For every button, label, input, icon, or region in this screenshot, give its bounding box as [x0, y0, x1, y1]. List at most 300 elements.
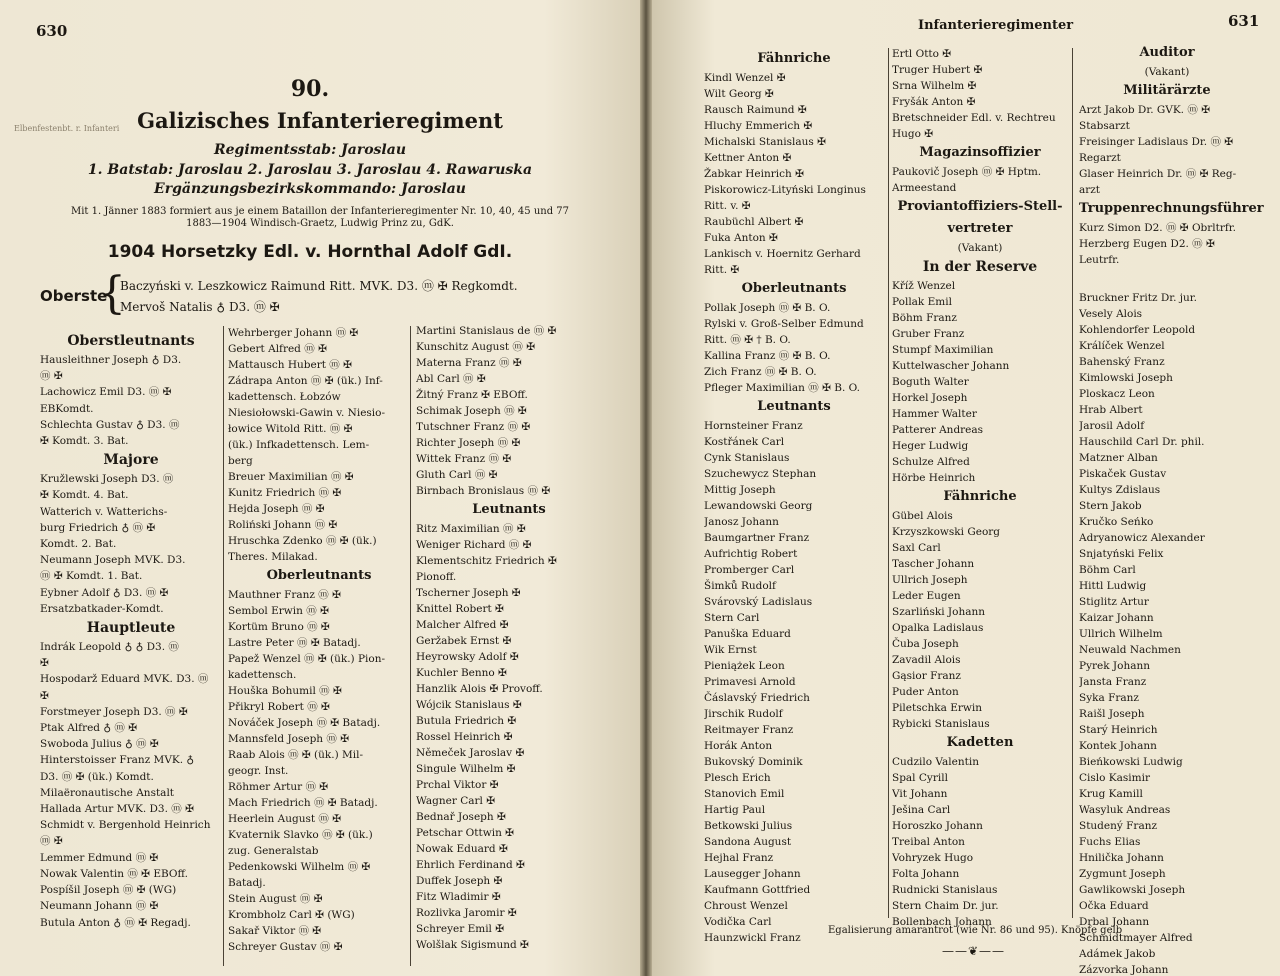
roster-entry: Cynk Stanislaus — [704, 452, 790, 464]
roster-entry: Ploskacz Leon — [1079, 388, 1155, 400]
roster-entry: Malcher Alfred ✠ — [416, 619, 509, 631]
roster-entry: ⓜ ✠ — [40, 370, 63, 383]
roster-entry: Rozlivka Jaromir ✠ — [416, 907, 517, 919]
roster-entry: Mauthner Franz ⓜ ✠ — [228, 589, 341, 601]
roster-entry: Králíček Wenzel — [1079, 340, 1165, 352]
rank-heading: Magazinsoffizier — [919, 145, 1041, 160]
roster-entry: Tutschner Franz ⓜ ✠ — [416, 421, 531, 433]
roster-entry: Kružlewski Joseph D3. ⓜ — [40, 473, 174, 486]
history-line: Mit 1. Jänner 1883 formiert aus je einem Bataillon der Infanterieregimenter Nr. 10, 40, 45 und 77 — [70, 206, 570, 217]
roster-entry: Glaser Heinrich Dr. ⓜ ✠ Reg- — [1079, 168, 1237, 180]
roster-entry: Mannsfeld Joseph ⓜ ✠ — [228, 733, 350, 745]
page-number-left: 630 — [36, 22, 68, 40]
roster-entry: Hartig Paul — [704, 804, 766, 816]
roster-entry: Piletschka Erwin — [892, 702, 982, 714]
roster-entry: Singule Wilhelm ✠ — [416, 763, 516, 775]
roster-entry: ⓜ ✠ — [40, 835, 63, 848]
column-divider — [1072, 48, 1073, 918]
roster-entry: Hittl Ludwig — [1079, 580, 1147, 592]
roster-entry: Ullrich Wilhelm — [1079, 628, 1163, 640]
roster-entry: kadettensch. Łobzów — [228, 391, 341, 403]
roster-entry: Kunitz Friedrich ⓜ ✠ — [228, 487, 342, 499]
roster-entry: Hammer Walter — [892, 408, 977, 420]
roster-entry: Butula Anton ♁ ⓜ ✠ Regadj. — [40, 916, 191, 929]
roster-entry: Ertl Otto ✠ — [892, 48, 952, 60]
rank-heading: In der Reserve — [922, 259, 1038, 275]
roster-entry: Gebert Alfred ⓜ ✠ — [228, 343, 327, 355]
roster-entry: Szuchewycz Stephan — [704, 468, 817, 480]
roster-entry: Hrab Albert — [1079, 404, 1143, 416]
vacancy-note: (Vakant) — [1144, 66, 1190, 78]
roster-entry: Vit Johann — [892, 788, 948, 800]
roster-entry: łowice Witold Ritt. ⓜ ✠ — [228, 423, 353, 435]
roster-entry: Wilt Georg ✠ — [704, 88, 774, 100]
roster-entry: Forstmeyer Joseph D3. ⓜ ✠ — [40, 705, 188, 718]
right-column-2 — [892, 46, 1068, 930]
roster-entry: Reitmayer Franz — [704, 724, 794, 736]
roster-entry: Jirschik Rudolf — [704, 708, 783, 720]
roster-entry: Pyrek Johann — [1079, 660, 1151, 672]
roster-entry: Stern Jakob — [1079, 500, 1142, 512]
roster-entry: Kříž Wenzel — [892, 280, 956, 292]
roster-entry: Böhm Franz — [892, 312, 957, 324]
roster-entry: EBKomdt. — [40, 402, 94, 415]
roster-entry: Kaizar Johann — [1079, 612, 1154, 624]
inhaber-line: 1904 Horsetzky Edl. v. Hornthal Adolf GdI. — [107, 242, 513, 262]
roster-entry: Cislo Kasimir — [1079, 772, 1150, 784]
roster-entry: Petschar Ottwin ✠ — [416, 827, 514, 839]
oberst-entry: Mervoš Natalis ♁ D3. ⓜ ✠ — [120, 300, 280, 314]
roster-entry: Schreyer Emil ✠ — [416, 923, 505, 935]
roster-entry: Herzberg Eugen D2. ⓜ ✠ — [1079, 238, 1215, 250]
roster-entry: Hinterstoisser Franz MVK. ♁ — [40, 754, 195, 767]
roster-entry: Nováček Joseph ⓜ ✠ Batadj. — [228, 717, 381, 729]
rank-heading: Proviantoffiziers-Stell- — [897, 199, 1063, 214]
roster-entry: Gluth Carl ⓜ ✠ — [416, 469, 498, 481]
roster-entry: Žabkar Heinrich ✠ — [704, 168, 804, 180]
roster-entry: Kuttelwascher Johann — [892, 360, 1010, 372]
roster-entry: Chroust Wenzel — [704, 900, 788, 912]
roster-entry: Stiglitz Artur — [1079, 596, 1149, 608]
roster-entry: Klementschitz Friedrich ✠ — [416, 555, 557, 567]
roster-entry: Vesely Alois — [1079, 308, 1143, 320]
roster-entry: Pospíšil Joseph ⓜ ✠ (WG) — [40, 884, 177, 897]
roster-entry: Mittig Joseph — [704, 484, 776, 496]
roster-entry: Nowak Valentin ⓜ ✠ EBOff. — [40, 867, 188, 880]
roster-entry: Wehrberger Johann ⓜ ✠ — [228, 327, 359, 339]
roster-entry: Wójcik Stanislaus ✠ — [416, 699, 522, 711]
roster-entry: Zygmunt Joseph — [1079, 868, 1166, 880]
roster-entry: Raubüchl Albert ✠ — [704, 216, 804, 228]
roster-entry: Pollak Emil — [892, 296, 952, 308]
roster-entry: Duffek Joseph ✠ — [416, 875, 503, 887]
roster-entry: Lewandowski Georg — [704, 500, 813, 512]
roster-entry: Lankisch v. Hoernitz Gerhard — [704, 248, 861, 260]
roster-entry: Gąsior Franz — [892, 670, 961, 682]
roster-entry: Regarzt — [1079, 152, 1121, 164]
roster-entry: Batadj. — [228, 877, 266, 889]
roster-entry: Hluchy Emmerich ✠ — [704, 120, 813, 132]
roster-entry: Paukovič Joseph ⓜ ✠ Hptm. — [892, 166, 1042, 178]
regiment-title: Galizisches Infanterieregiment — [137, 108, 503, 133]
roster-entry: Armeestand — [892, 182, 957, 194]
roster-entry: Freisinger Ladislaus Dr. ⓜ ✠ — [1079, 136, 1234, 148]
rank-heading: vertreter — [947, 221, 1013, 236]
roster-entry: Hejhal Franz — [704, 852, 774, 864]
roster-entry: Röhmer Artur ⓜ ✠ — [228, 781, 329, 793]
roster-entry: Betkowski Julius — [704, 820, 793, 832]
oberste-label: Oberste — [40, 287, 108, 305]
roster-entry: Matzner Alban — [1079, 452, 1158, 464]
roster-entry: Pfleger Maximilian ⓜ ✠ B. O. — [704, 382, 860, 394]
roster-entry: Bretschneider Edl. v. Rechtreu — [892, 112, 1056, 124]
roster-entry: Ritt. ⓜ ✠ † B. O. — [704, 334, 791, 346]
roster-entry: Lemmer Edmund ⓜ ✠ — [40, 851, 159, 864]
roster-entry: Horoszko Johann — [892, 820, 983, 832]
roster-entry: Materna Franz ⓜ ✠ — [416, 357, 522, 369]
roster-entry: Kimlowski Joseph — [1079, 372, 1173, 384]
rank-heading: Fähnriche — [943, 489, 1017, 504]
roster-entry: geogr. Inst. — [228, 765, 289, 777]
roster-entry: Heerlein August ⓜ ✠ — [228, 813, 342, 825]
rank-heading: Kadetten — [946, 735, 1014, 750]
roster-entry: Syka Franz — [1079, 692, 1139, 704]
roster-entry: Birnbach Bronislaus ⓜ ✠ — [416, 485, 551, 497]
roster-entry: Martini Stanislaus de ⓜ ✠ — [416, 325, 557, 337]
roster-entry: Nowak Eduard ✠ — [416, 843, 508, 855]
roster-entry: Hejda Joseph ⓜ ✠ — [228, 503, 325, 515]
roster-entry: Richter Joseph ⓜ ✠ — [416, 437, 521, 449]
right-column-1 — [704, 48, 884, 946]
roster-entry: Swoboda Julius ♁ ⓜ ✠ — [40, 738, 159, 751]
ornament: ——❦—— — [942, 944, 1006, 958]
roster-entry: Komdt. 2. Bat. — [40, 538, 117, 551]
roster-entry: Treibal Anton — [892, 836, 965, 848]
roster-entry: Piskorowicz-Lityński Longinus — [704, 184, 866, 196]
rank-heading: Oberleutnants — [266, 568, 372, 583]
roster-entry: Puder Anton — [892, 686, 959, 698]
roster-entry: Hallada Artur MVK. D3. ⓜ ✠ — [40, 803, 194, 816]
roster-entry: burg Friedrich ♁ ⓜ ✠ — [40, 521, 156, 534]
roster-entry: Indrák Leopold ♁ ♁ D3. ⓜ — [40, 641, 179, 654]
roster-entry: Sakař Viktor ⓜ ✠ — [228, 925, 322, 937]
roster-entry: Mach Friedrich ⓜ ✠ Batadj. — [228, 797, 378, 809]
roster-entry: Heger Ludwig — [892, 440, 969, 452]
roster-entry: Adámek Jakob — [1079, 948, 1156, 960]
roster-entry: Leutrfr. — [1079, 254, 1120, 266]
roster-entry: Breuer Maximilian ⓜ ✠ — [228, 471, 354, 483]
roster-entry: Spal Cyrill — [892, 772, 948, 784]
roster-entry: Rudnicki Stanislaus — [892, 884, 998, 896]
roster-entry: Raišl Joseph — [1079, 708, 1145, 720]
roster-entry: Zich Franz ⓜ ✠ B. O. — [704, 366, 817, 378]
roster-entry: Wittek Franz ⓜ ✠ — [416, 453, 512, 465]
roster-entry: Saxl Carl — [892, 542, 941, 554]
right-column-3 — [1079, 42, 1264, 976]
roster-entry: Gawlikowski Joseph — [1079, 884, 1186, 896]
roster-entry: Eybner Adolf ♁ D3. ⓜ ✠ — [40, 586, 169, 599]
roster-entry: Theres. Milakad. — [228, 551, 318, 563]
roster-entry: Wik Ernst — [704, 644, 757, 656]
roster-entry: Piskaček Gustav — [1079, 468, 1167, 480]
roster-entry: Očka Eduard — [1079, 900, 1149, 912]
roster-entry: Raab Alois ⓜ ✠ (ük.) Mil- — [228, 749, 364, 761]
roster-entry: Roliński Johann ⓜ ✠ — [228, 519, 338, 531]
roster-entry: Stein August ⓜ ✠ — [228, 893, 323, 905]
roster-entry: Aufrichtig Robert — [704, 548, 798, 560]
roster-entry: ✠ Komdt. 3. Bat. — [40, 435, 129, 448]
roster-entry: Přikryl Robert ⓜ ✠ — [228, 701, 330, 713]
rank-heading: Majore — [103, 452, 159, 469]
roster-entry: Vohryzek Hugo — [892, 852, 974, 864]
roster-entry: Krzyszkowski Georg — [892, 526, 1001, 538]
rank-heading: Militärärzte — [1123, 83, 1211, 98]
roster-entry: Opalka Ladislaus — [892, 622, 984, 634]
roster-entry: Ptak Alfred ♁ ⓜ ✠ — [40, 722, 138, 735]
rank-heading: Leutnants — [472, 502, 546, 517]
roster-entry: Hanzlik Alois ✠ Provoff. — [416, 683, 543, 695]
roster-entry: Watterich v. Watterichs- — [40, 505, 168, 518]
roster-entry: Ritz Maximilian ⓜ ✠ — [416, 523, 526, 535]
left-column-3 — [416, 323, 602, 953]
right-page — [652, 0, 1280, 976]
oberst-entry: Baczyński v. Leszkowicz Raimund Ritt. MVK. D3. ⓜ ✠ Regkomdt. — [120, 279, 518, 293]
roster-entry: Stern Carl — [704, 612, 760, 624]
roster-entry: Stabsarzt — [1079, 120, 1130, 132]
roster-entry: Heyrowsky Adolf ✠ — [416, 651, 519, 663]
roster-entry: Janosz Johann — [704, 516, 779, 528]
book-gutter — [640, 0, 652, 976]
roster-entry: Primavesi Arnold — [704, 676, 796, 688]
roster-entry: Wolšlak Sigismund ✠ — [416, 939, 529, 951]
roster-entry: Leder Eugen — [892, 590, 961, 602]
roster-entry: Ješina Carl — [892, 804, 951, 816]
roster-entry: Kvaternik Slavko ⓜ ✠ (ük.) — [228, 829, 373, 841]
rank-heading: Auditor — [1139, 45, 1195, 60]
footer-egalisierung: Egalisierung amarantrot (wie Nr. 86 und 95). Knöpfe gelb — [828, 925, 1123, 936]
struck-text: Elbenfestenbt. r. Infanteri — [14, 124, 120, 133]
roster-entry: Horák Anton — [704, 740, 773, 752]
roster-entry: ✠ Komdt. 4. Bat. — [40, 489, 129, 502]
roster-entry: Tascher Johann — [892, 558, 975, 570]
roster-entry: Bukovský Dominik — [704, 756, 803, 768]
column-divider — [888, 48, 889, 918]
rank-heading: Leutnants — [757, 399, 831, 414]
roster-entry: Promberger Carl — [704, 564, 795, 576]
roster-entry: Schreyer Gustav ⓜ ✠ — [228, 941, 343, 953]
roster-entry: Kručko Seńko — [1079, 516, 1154, 528]
roster-entry: Zádrapa Anton ⓜ ✠ (ük.) Inf- — [228, 375, 383, 387]
roster-entry: Zavadil Alois — [892, 654, 961, 666]
history-line: 1883—1904 Windisch-Graetz, Ludwig Prinz zu, GdK. — [186, 218, 454, 229]
roster-entry: Horkel Joseph — [892, 392, 968, 404]
roster-entry: Kostřánek Carl — [704, 436, 785, 448]
roster-entry: Weniger Richard ⓜ ✠ — [416, 539, 532, 551]
roster-entry: Tscherner Joseph ✠ — [416, 587, 521, 599]
roster-entry: Lausegger Johann — [704, 868, 801, 880]
roster-entry: Kurz Simon D2. ⓜ ✠ Obrltrfr. — [1079, 222, 1236, 234]
roster-entry: Jansta Franz — [1079, 676, 1147, 688]
roster-entry: Hnilička Johann — [1079, 852, 1164, 864]
roster-entry: Fitz Wladimir ✠ — [416, 891, 501, 903]
roster-entry: Ullrich Joseph — [892, 574, 968, 586]
roster-entry: Adryanowicz Alexander — [1079, 532, 1205, 544]
roster-entry: Haunzwickl Franz — [704, 932, 801, 944]
roster-entry: Drbal Johann — [1079, 916, 1150, 928]
roster-entry: Bieńkowski Ludwig — [1079, 756, 1183, 768]
roster-entry: Čáslavský Friedrich — [704, 692, 810, 704]
roster-entry: Krug Kamill — [1079, 788, 1143, 800]
roster-entry: Wasyluk Andreas — [1079, 804, 1171, 816]
roster-entry: Schlechta Gustav ♁ D3. ⓜ — [40, 418, 180, 431]
roster-entry: Bollenbach Johann — [892, 916, 992, 928]
roster-entry: Milaëronautische Anstalt — [40, 786, 175, 799]
roster-entry: Studený Franz — [1079, 820, 1158, 832]
oberste-brace: { — [98, 268, 126, 319]
roster-entry: Ritt. ✠ — [704, 264, 740, 276]
roster-entry: Sembol Erwin ⓜ ✠ — [228, 605, 329, 617]
roster-entry: Schmidt v. Bergenhold Heinrich — [40, 819, 211, 832]
roster-entry: Pedenkowski Wilhelm ⓜ ✠ — [228, 861, 371, 873]
roster-entry: D3. ⓜ ✠ (ük.) Komdt. — [40, 770, 154, 783]
roster-entry: Neumann Johann ⓜ ✠ — [40, 900, 159, 913]
roster-entry: Vodička Carl — [704, 916, 772, 928]
roster-entry: Hruschka Zdenko ⓜ ✠ (ük.) — [228, 535, 377, 547]
roster-entry: Kuchler Benno ✠ — [416, 667, 507, 679]
rank-heading: Oberstleutnants — [67, 333, 195, 349]
roster-entry: Fuchs Elias — [1079, 836, 1141, 848]
roster-entry: Houška Bohumil ⓜ ✠ — [228, 685, 342, 697]
roster-entry: Sandona August — [704, 836, 792, 848]
column-divider — [223, 326, 224, 966]
rank-heading: Truppenrechnungsführer — [1079, 201, 1264, 216]
roster-entry: Bednař Joseph ✠ — [416, 811, 506, 823]
spacer — [1079, 268, 1255, 290]
roster-entry: Němeček Jaroslav ✠ — [416, 747, 525, 759]
roster-entry: Hausleithner Joseph ♁ D3. — [40, 354, 182, 366]
roster-entry: Wagner Carl ✠ — [416, 795, 496, 807]
roster-entry: Srna Wilhelm ✠ — [892, 80, 977, 92]
roster-entry: Pollak Joseph ⓜ ✠ B. O. — [704, 302, 831, 314]
roster-entry: Knittel Robert ✠ — [416, 603, 504, 615]
roster-entry: kadettensch. — [228, 669, 297, 681]
roster-entry: Ritt. v. ✠ — [704, 200, 751, 212]
roster-entry: Hauschild Carl Dr. phil. — [1079, 436, 1205, 448]
regimentsstab-line: Regimentsstab: Jaroslau — [213, 142, 406, 158]
roster-entry: Fryšák Anton ✠ — [892, 96, 976, 108]
roster-entry: Kohlendorfer Leopold — [1079, 324, 1196, 336]
roster-entry: Krombholz Carl ✠ (WG) — [228, 909, 355, 921]
roster-entry: Kortüm Bruno ⓜ ✠ — [228, 621, 330, 633]
roster-entry: Kettner Anton ✠ — [704, 152, 792, 164]
batstab-line: 1. Batstab: Jaroslau 2. Jaroslau 3. Jaroslau 4. Rawaruska — [87, 162, 533, 178]
roster-entry: Butula Friedrich ✠ — [416, 715, 517, 727]
roster-entry: Prchal Viktor ✠ — [416, 779, 499, 791]
roster-entry: Gübel Alois — [892, 510, 953, 522]
roster-entry: Boguth Walter — [892, 376, 969, 388]
roster-entry: Folta Johann — [892, 868, 960, 880]
roster-entry: Hospodarž Eduard MVK. D3. ⓜ — [40, 673, 209, 686]
roster-entry: Geržabek Ernst ✠ — [416, 635, 512, 647]
roster-entry: Schulze Alfred — [892, 456, 970, 468]
roster-entry: Abl Carl ⓜ ✠ — [416, 373, 486, 385]
rank-heading: Oberleutnants — [741, 281, 847, 296]
roster-entry: Kontek Johann — [1079, 740, 1157, 752]
roster-entry: berg — [228, 455, 253, 467]
roster-entry: Kallina Franz ⓜ ✠ B. O. — [704, 350, 831, 362]
roster-entry: Rybicki Stanislaus — [892, 718, 990, 730]
roster-entry: Niesiołowski-Gawin v. Niesio- — [228, 407, 386, 419]
roster-entry: Lastre Peter ⓜ ✠ Batadj. — [228, 637, 361, 649]
roster-entry: (ük.) Infkadettensch. Lem- — [228, 439, 370, 451]
roster-entry: Lachowicz Emil D3. ⓜ ✠ — [40, 386, 172, 399]
roster-entry: zug. Generalstab — [228, 845, 319, 857]
vacancy-note: (Vakant) — [957, 242, 1003, 254]
rank-heading: Hauptleute — [86, 620, 176, 637]
roster-entry: Pieniążek Leon — [704, 660, 785, 672]
roster-entry: Snjatyński Felix — [1079, 548, 1164, 560]
roster-entry: Kunschitz August ⓜ ✠ — [416, 341, 536, 353]
roster-entry: ✠ — [40, 657, 49, 670]
roster-entry: Gruber Franz — [892, 328, 965, 340]
page-number-right: 631 — [1228, 12, 1260, 30]
roster-entry: Michalski Stanislaus ✠ — [704, 136, 826, 148]
roster-entry: Svárovský Ladislaus — [704, 596, 813, 608]
roster-entry: Šimků Rudolf — [704, 580, 776, 592]
roster-entry: Cudzilo Valentin — [892, 756, 979, 768]
roster-entry: Kaufmann Gottfried — [704, 884, 811, 896]
roster-entry: Papež Wenzel ⓜ ✠ (ük.) Pion- — [228, 653, 386, 665]
roster-entry: Hörbe Heinrich — [892, 472, 976, 484]
roster-entry: Mattausch Hubert ⓜ ✠ — [228, 359, 352, 371]
roster-entry: Stumpf Maximilian — [892, 344, 994, 356]
roster-entry: Rausch Raimund ✠ — [704, 104, 807, 116]
roster-entry: Schimak Joseph ⓜ ✠ — [416, 405, 527, 417]
roster-entry: Bruckner Fritz Dr. jur. — [1079, 292, 1198, 304]
column-divider — [410, 326, 411, 966]
ergaenzungsbezirk-line: Ergänzungsbezirkskommando: Jaroslau — [154, 181, 466, 197]
roster-entry: Ehrlich Ferdinand ✠ — [416, 859, 525, 871]
roster-entry: Stern Chaim Dr. jur. — [892, 900, 999, 912]
roster-entry: Szarliński Johann — [892, 606, 986, 618]
regiment-number: 90. — [290, 76, 330, 102]
roster-entry: Žitný Franz ✠ EBOff. — [416, 389, 528, 401]
roster-entry: Panuška Eduard — [704, 628, 791, 640]
roster-entry: Arzt Jakob Dr. GVK. ⓜ ✠ — [1079, 104, 1210, 116]
left-column-2 — [228, 325, 410, 955]
left-column-1 — [40, 330, 222, 931]
roster-entry: Schmidtmayer Alfred — [1079, 932, 1193, 944]
roster-entry: ⓜ ✠ Komdt. 1. Bat. — [40, 570, 143, 583]
roster-entry: Čuba Joseph — [892, 638, 959, 650]
roster-entry: Ersatzbatkader-Komdt. — [40, 602, 164, 615]
roster-entry: Hugo ✠ — [892, 128, 934, 140]
roster-entry: Kindl Wenzel ✠ — [704, 72, 786, 84]
roster-entry: Patterer Andreas — [892, 424, 984, 436]
roster-entry: Bahenský Franz — [1079, 356, 1165, 368]
rank-heading: Fähnriche — [757, 51, 831, 66]
roster-entry: Truger Hubert ✠ — [892, 64, 983, 76]
roster-entry: Stanovich Emil — [704, 788, 785, 800]
roster-entry: Jarosil Adolf — [1079, 420, 1145, 432]
roster-entry: Zázvorka Johann — [1079, 964, 1169, 976]
roster-entry: Fuka Anton ✠ — [704, 232, 778, 244]
roster-entry: Kultys Zdislaus — [1079, 484, 1161, 496]
roster-entry: Rylski v. Groß-Selber Edmund — [704, 318, 864, 330]
roster-entry: Neumann Joseph MVK. D3. — [40, 554, 186, 567]
roster-entry: Hornsteiner Franz — [704, 420, 803, 432]
roster-entry: Böhm Carl — [1079, 564, 1136, 576]
